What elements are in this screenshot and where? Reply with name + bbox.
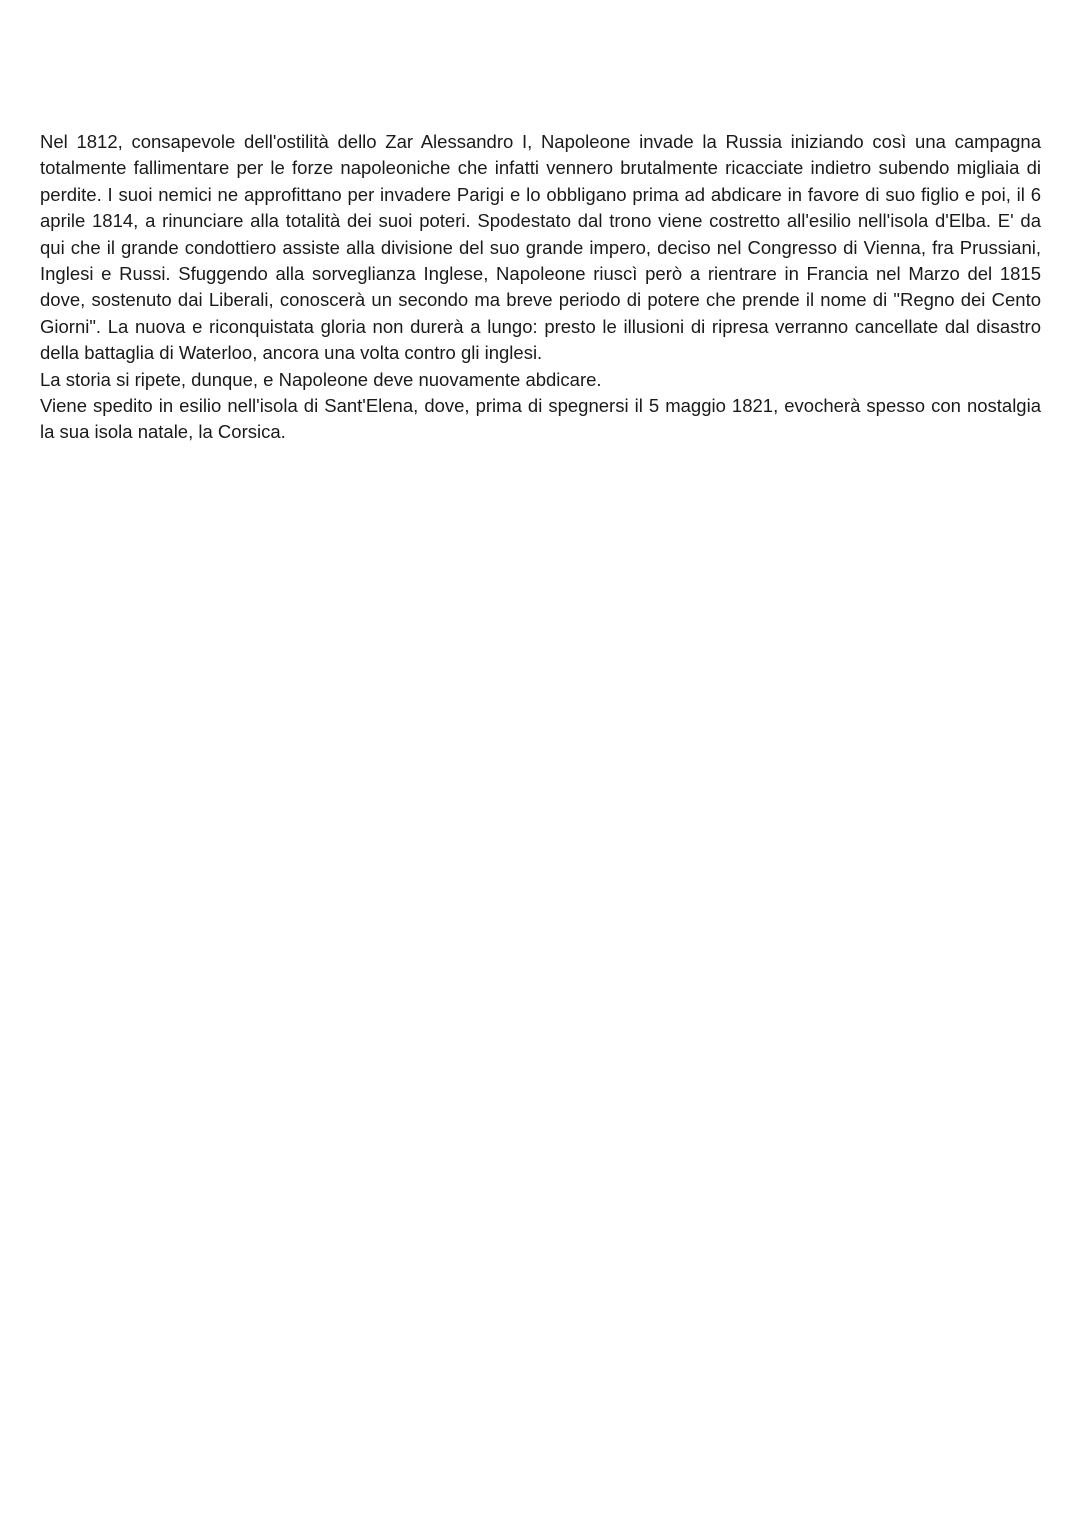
paragraph-second-abdication: La storia si ripete, dunque, e Napoleone deve nuovamente abdicare. — [40, 368, 602, 390]
paragraph-exile-saint-helena: Viene spedito in esilio nell'isola di Sant'Elena, dove, prima di spegnersi il 5 maggio 1821, evocherà spesso con nostalgia la sua isola natale, la Corsica. — [40, 395, 1041, 443]
paragraph-russian-campaign: Nel 1812, consapevole dell'ostilità dello Zar Alessandro I, Napoleone invade la Russia iniziando così una campagna totalmente fallimentare per le forze napoleoniche che infatti vennero brutalmente ricacciate indietro subendo migliaia di perdite. I suoi nemici ne approfittano per invadere Parigi e lo obbligano prima ad abdicare in favore di suo figlio e poi, il 6 aprile 1814, a rinunciare alla totalità dei suoi poteri. Spodestato dal trono viene costretto all'esilio nell'isola d'Elba. E' da qui che il grande condottiero assiste alla divisione del suo grande impero, deciso nel Congresso di Vienna, fra Prussiani, Inglesi e Russi. Sfuggendo alla sorveglianza Inglese, Napoleone riuscì però a rientrare in Francia nel Marzo del 1815 dove, sostenuto dai Liberali, conoscerà un secondo ma breve periodo di potere che prende il nome di "Regno dei Cento Giorni". La nuova e riconquistata gloria non durerà a lungo: presto le illusioni di ripresa verranno cancellate dal disastro della battaglia di Waterloo, ancora una volta contro gli inglesi. — [40, 131, 1041, 364]
document-body — [40, 129, 1041, 446]
